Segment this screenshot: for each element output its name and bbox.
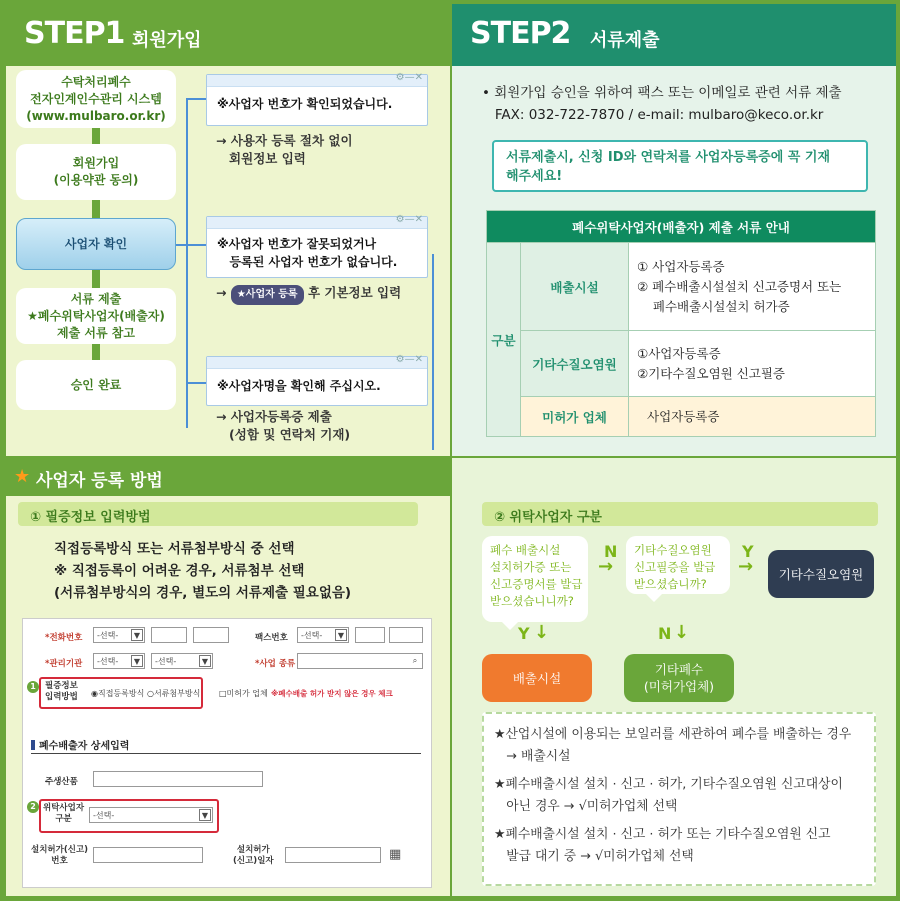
phone-mid-field[interactable] xyxy=(151,627,187,643)
install-number-label: 설치허가(신고) 번호 xyxy=(31,845,89,866)
method-header xyxy=(6,458,450,496)
docs-unlicensed: 사업자등록증 xyxy=(629,397,876,437)
radio-direct[interactable]: ◉직접등록방식 xyxy=(91,689,145,698)
cert-input-intro: 직접등록방식 또는 서류첨부방식 중 선택 ※ 직접등록이 어려운 경우, 서류첨부 선택 (서류첨부방식의 경우, 별도의 서류제출 필요없음) xyxy=(54,541,352,601)
popup-invalid xyxy=(206,216,428,278)
chevron-down-icon: ▼ xyxy=(131,655,143,667)
method-title: 사업자 등록 방법 xyxy=(36,471,163,491)
marker-1: 1 xyxy=(27,681,39,693)
install-number-field[interactable] xyxy=(93,847,203,863)
step1-title: 회원가입 xyxy=(132,30,202,51)
search-icon[interactable]: ⌕ xyxy=(412,656,418,665)
marker-2: 2 xyxy=(27,801,39,813)
result-unlicensed: 기타폐수 (미허가업체) xyxy=(624,654,734,702)
label-y-1: Y xyxy=(742,542,754,561)
flow-box-business-check: 사업자 확인 xyxy=(16,218,176,270)
form-row-phone xyxy=(23,627,433,651)
consign-type-select[interactable] xyxy=(89,807,213,823)
registration-form-screenshot xyxy=(22,618,432,888)
flow-box-system: 수탁처리폐수 전자인계인수관리 시스템 (www.mulbaro.or.kr) xyxy=(16,70,176,128)
product-label: 주생산품 xyxy=(45,777,78,787)
table-title: 폐수위탁사업자(배출자) 제출 서류 안내 xyxy=(487,211,876,243)
question-other-source: 기타수질오염원 신고필증을 발급 받으셨습니까? xyxy=(626,536,730,594)
note-name-check: → 사업자등록증 제출 (성함 및 연락처 기재) xyxy=(216,409,351,442)
agency-select-2[interactable] xyxy=(151,653,213,669)
step2-title: 서류제출 xyxy=(590,30,660,51)
industry-label: *사업 종류 xyxy=(255,659,296,669)
popup-invalid-text: ※사업자 번호가 잘못되었거나 등록된 사업자 번호가 없습니다. xyxy=(217,237,398,269)
phone-select[interactable] xyxy=(93,627,145,643)
agency-select-1-value: -선택- xyxy=(97,657,119,666)
phone-end-field[interactable] xyxy=(193,627,229,643)
popup-confirmed-text: ※사업자 번호가 확인되었습니다. xyxy=(217,97,393,111)
step2-number: STEP2 xyxy=(470,16,571,51)
arrow-down-icon: ↓ xyxy=(674,622,690,643)
result-other-source: 기타수질오염원 xyxy=(768,550,874,598)
popup-name-check-text: ※사업자명을 확인해 주십시오. xyxy=(217,379,381,393)
business-register-tag: ★사업자 등록 xyxy=(231,285,304,305)
note-boiler: ★산업시설에 이용되는 보일러를 세관하여 폐수를 배출하는 경우 → 배출시설 xyxy=(494,727,852,764)
note-invalid-suffix: 후 기본정보 입력 xyxy=(307,285,402,300)
detail-section-title: 폐수배출자 상세입력 xyxy=(31,737,129,752)
label-n-2: N xyxy=(658,624,672,643)
type-unlicensed: 미허가 업체 xyxy=(521,397,629,437)
arrow-right-icon: → xyxy=(738,556,754,577)
document-guide-table xyxy=(486,210,876,437)
note-invalid xyxy=(216,284,401,305)
note-confirmed: → 사용자 등록 절차 없이 회원정보 입력 xyxy=(216,133,353,166)
fax-label: 팩스번호 xyxy=(255,633,288,643)
calendar-icon[interactable]: ▦ xyxy=(389,847,402,862)
submit-instructions: • 회원가입 승인을 위하여 팩스 또는 이메일로 관련 서류 제출 FAX: 032-722-7870 / e-mail: mulbaro@keco.or.kr xyxy=(482,85,842,123)
phone-label: *전화번호 xyxy=(45,633,83,643)
popup-controls-icon: ⚙—✕ xyxy=(395,72,423,83)
popup-confirmed xyxy=(206,74,428,126)
form-row-agency xyxy=(23,653,433,677)
chevron-down-icon: ▼ xyxy=(131,629,143,641)
product-field[interactable] xyxy=(93,771,263,787)
note-arrow: → xyxy=(216,285,227,300)
fax-mid-field[interactable] xyxy=(355,627,385,643)
note-pending: ★폐수배출시설 설치 · 신고 · 허가 또는 기타수질오염원 신고 발급 대기 중 → √미허가업체 선택 xyxy=(494,827,831,864)
agency-select-1[interactable] xyxy=(93,653,145,669)
chevron-down-icon: ▼ xyxy=(335,629,347,641)
chevron-down-icon: ▼ xyxy=(199,655,211,667)
agency-label: *관리기관 xyxy=(45,659,83,669)
type-emission: 배출시설 xyxy=(521,243,629,331)
cert-method-label: 필증정보 입력방법 xyxy=(45,681,78,702)
step1-panel xyxy=(6,4,450,456)
cert-input-section-title: ① 필증정보 입력방법 xyxy=(18,502,418,526)
step2-panel xyxy=(452,4,896,456)
star-icon: ★ xyxy=(14,466,31,487)
phone-select-value: -선택- xyxy=(97,631,119,640)
unlicensed-note: ※폐수배출 허가 받지 않은 경우 체크 xyxy=(271,689,393,698)
connector-bottom xyxy=(186,382,208,384)
popup-controls-icon: ⚙—✕ xyxy=(395,354,423,365)
arrow-right-icon: → xyxy=(598,556,614,577)
consign-type-value: -선택- xyxy=(93,811,115,820)
consign-type-panel xyxy=(452,458,896,896)
fax-select-value: -선택- xyxy=(301,631,323,640)
label-y-2: Y xyxy=(518,624,530,643)
install-date-label: 설치허가 (신고)일자 xyxy=(233,845,274,866)
consign-section-title: ② 위탁사업자 구분 xyxy=(482,502,878,526)
radio-attach[interactable]: ○서류첨부방식 xyxy=(147,689,201,698)
popup-controls-icon: ⚙—✕ xyxy=(395,214,423,225)
arrow-down-icon: ↓ xyxy=(534,622,550,643)
agency-select-2-value: -선택- xyxy=(155,657,177,666)
registration-method-panel xyxy=(6,458,450,896)
connector-return xyxy=(432,254,434,450)
flow-box-signup: 회원가입 (이용약관 동의) xyxy=(16,144,176,200)
step1-number: STEP1 xyxy=(24,16,125,51)
row-header: 구분 xyxy=(487,243,521,437)
type-other-source: 기타수질오염원 xyxy=(521,331,629,397)
question-emission: 폐수 배출시설 설치허가증 또는 신고증명서를 발급 받으셨습니니까? xyxy=(482,536,588,622)
fax-select[interactable] xyxy=(297,627,349,643)
connector-middle xyxy=(186,244,208,246)
callout-note: 서류제출시, 신청 ID와 연락처를 사업자등록증에 꼭 기재 해주세요! xyxy=(492,140,868,192)
step2-header xyxy=(452,4,896,66)
consign-type-label: 위탁사업자 구분 xyxy=(43,803,85,824)
note-not-subject: ★폐수배출시설 설치 · 신고 · 허가, 기타수질오염원 신고대상이 아닌 경우 → √미허가업체 선택 xyxy=(494,777,843,814)
industry-field[interactable] xyxy=(297,653,423,669)
fax-end-field[interactable] xyxy=(389,627,423,643)
popup-name-check xyxy=(206,356,428,406)
connector-vertical xyxy=(186,98,188,428)
divider xyxy=(31,753,421,754)
label-n-1: N xyxy=(604,542,618,561)
chevron-down-icon: ▼ xyxy=(199,809,211,821)
unlicensed-checkbox[interactable]: □미허가 업체 xyxy=(219,689,268,698)
step1-header xyxy=(6,4,450,66)
flow-box-submit-docs: 서류 제출 ★폐수위탁사업자(배출자) 제출 서류 참고 xyxy=(16,288,176,344)
result-emission: 배출시설 xyxy=(482,654,592,702)
docs-other-source: ①사업자등록증 ②기타수질오염원 신고필증 xyxy=(629,331,876,397)
connector-top xyxy=(186,98,208,100)
docs-emission: ① 사업자등록증 ② 폐수배출시설설치 신고증명서 또는 폐수배출시설설치 허가증 xyxy=(629,243,876,331)
flow-box-approved: 승인 완료 xyxy=(16,360,176,410)
consign-notes xyxy=(482,712,876,886)
install-date-field[interactable] xyxy=(285,847,381,863)
